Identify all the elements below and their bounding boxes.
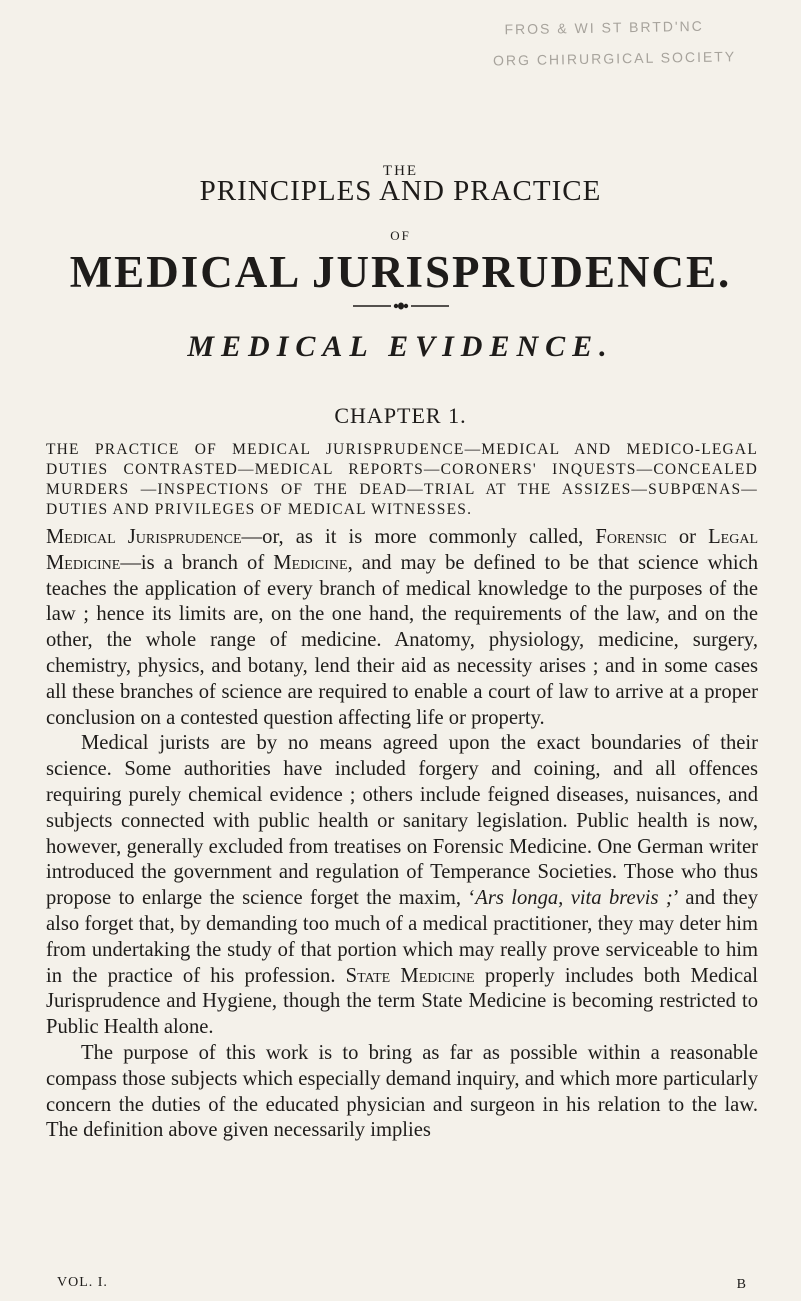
chapter-heading: CHAPTER 1.	[334, 403, 467, 428]
title-of: OF	[390, 228, 411, 243]
lead-term: Legal Medicine	[46, 526, 758, 574]
paragraph-1: Medical Jurisprudence—or, as it is more commonly called, Forensic or Legal Medicine—is a branch of Medicine, and may be defined to be that science which teaches the application of every branch of medical knowledge to the purposes of the law ; hence its limits are, on the one hand, the requirements of the law, and on the other, the whole range of medicine. Anatomy, physiology, medicine, surgery, chemistry, physics, and botany, lend their aid as necessity arises ; and in some cases all these branches of science are required to enable a court of law to arrive at a proper conclusion on a contested question affecting life or property.	[46, 526, 759, 729]
stamp-line-2: ORG CHIRURGICAL SOCIETY	[492, 48, 737, 69]
volume-label: VOL. I.	[57, 1275, 108, 1290]
latin-maxim: Ars longa, vita brevis ;	[475, 887, 673, 910]
signature-mark: B	[736, 1277, 747, 1292]
paragraph-3: The purpose of this work is to bring as far as possible within a reasonable compass those subjects which especially demand inquiry, and which more particularly concern the duties of the educated physician and surgeon in his relation to the law. The definition above given necessarily implies	[46, 1041, 758, 1142]
lead-term: Medicine	[273, 551, 348, 574]
lead-term: Medical Jurisprudence	[46, 526, 242, 548]
lead-term: Forensic	[595, 526, 667, 548]
section-title: MEDICAL EVIDENCE.	[187, 330, 614, 363]
stamp-line-1: FROS & WI ST BRTD'NC	[504, 17, 704, 38]
chapter-summary: THE PRACTICE OF MEDICAL JURISPRUDENCE—MEDICAL AND MEDICO-LEGAL DUTIES CONTRASTED—MEDICAL REPORTS—CORONERS' INQUESTS—CONCEALED MURDERS —INSPECTIONS OF THE DEAD—TRIAL AT THE ASSIZES—SUBPŒNAS—DUTIES AND PRIVILEGES OF MEDICAL WITNESSES.	[46, 441, 758, 518]
ornament-rule	[353, 301, 449, 311]
body-text	[46, 525, 758, 1144]
paragraph-2: Medical jurists are by no means agreed upon the exact boundaries of their science. Some authorities have included forgery and coining, and all offences requiring purely chemical evidence ; others include feigned diseases, nuisances, and subjects connected with public health or sanitary legislation. Public health is now, however, generally excluded from treatises on Forensic Medicine. One German writer introduced the government and regulation of Temperance Societies. Those who thus propose to enlarge the science forget the maxim, ‘Ars longa, vita brevis ;’ and they also forget that, by demanding too much of a medical practitioner, they may deter him from undertaking the study of that portion which may really prove serviceable to him in the practice of his profession. State Medicine properly includes both Medical Jurisprudence and Hygiene, though the term State Medicine is becoming restricted to Public Health alone.	[46, 732, 758, 1039]
title-principles: PRINCIPLES AND PRACTICE	[199, 175, 602, 207]
lead-term: State Medicine	[345, 964, 475, 987]
library-stamp	[492, 17, 737, 92]
page-footer	[57, 1275, 757, 1291]
title-the: THE	[382, 163, 419, 179]
page-title: MEDICAL JURISPRUDENCE.	[69, 247, 732, 297]
